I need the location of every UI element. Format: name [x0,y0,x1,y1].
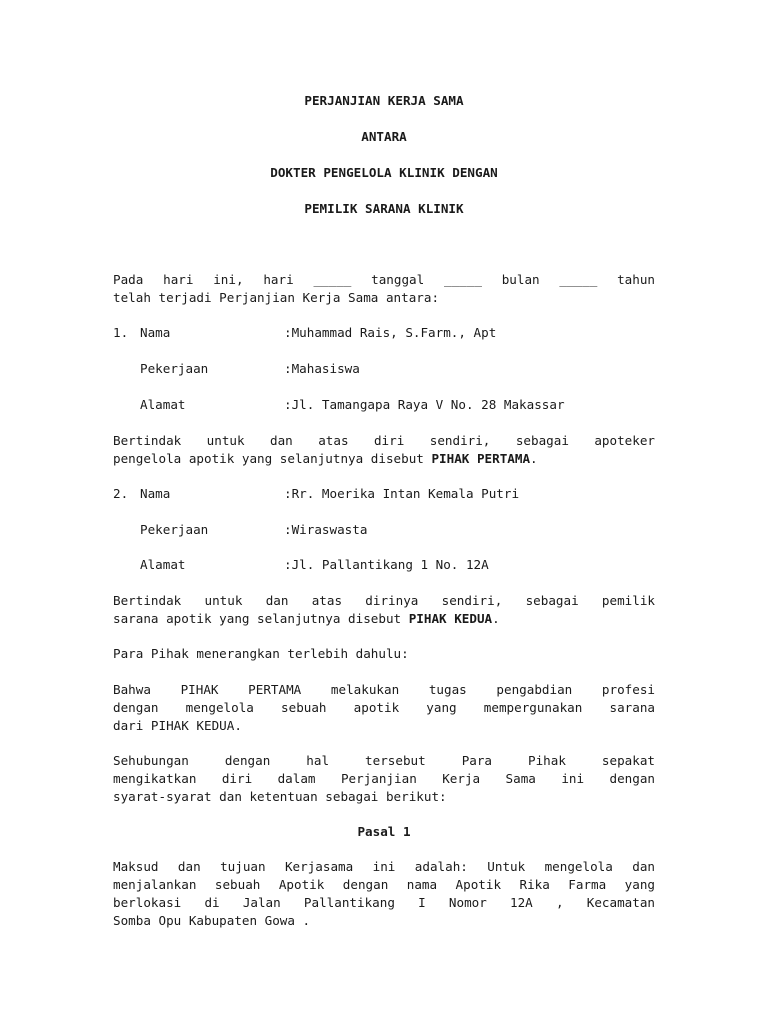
party1-pekerjaan-label: Pekerjaan [140,361,209,376]
intro-line-1: Pada hari ini, hari _____ tanggal _____ bulan _____ tahun [113,272,655,287]
pasal-1-heading: Pasal 1 [357,824,411,839]
sehubungan-line-1: Sehubungan dengan hal tersebut Para Pihak sepakat [113,753,655,768]
party1-desc-line-1: Bertindak untuk dan atas diri sendiri, sebagai apoteker [113,433,655,448]
bahwa-line-2: dengan mengelola sebuah apotik yang mempergunakan sarana [113,700,655,715]
party2-pekerjaan-label: Pekerjaan [140,522,209,537]
party2-alamat-row [113,556,655,574]
party1-nama-value: :Muhammad Rais, S.Farm., Apt [284,325,497,340]
title-line-4: PEMILIK SARANA KLINIK [304,201,464,216]
party1-pekerjaan-value: :Mahasiswa [284,361,360,376]
bahwa-line-3: dari PIHAK KEDUA. [113,718,242,733]
pasal1-line-4: Somba Opu Kabupaten Gowa . [113,913,311,928]
bahwa-line-1: Bahwa PIHAK PERTAMA melakukan tugas pengabdian profesi [113,682,655,697]
party2-desc-line-2: sarana apotik yang selanjutnya disebut PIHAK KEDUA. [113,611,500,626]
pasal1-line-2: menjalankan sebuah Apotik dengan nama Apotik Rika Farma yang [113,877,655,892]
party2-pekerjaan-value: :Wiraswasta [284,522,368,537]
party2-alamat-label: Alamat [140,557,186,572]
party2-pekerjaan-row [113,521,655,539]
party1-alamat-row [113,396,655,414]
party2-nama-row [113,485,655,503]
party2-nama-value: :Rr. Moerika Intan Kemala Putri [284,486,520,501]
party1-pekerjaan-row [113,360,655,378]
party1-alamat-value: :Jl. Tamangapa Raya V No. 28 Makassar [284,397,565,412]
sehubungan-line-2: mengikatkan diri dalam Perjanjian Kerja Sama ini dengan [113,771,655,786]
party1-number: 1. [113,325,129,340]
pihak-kedua-label: PIHAK KEDUA [408,611,493,626]
title-line-1: PERJANJIAN KERJA SAMA [304,93,464,108]
party2-nama-label: Nama [140,486,171,501]
title-line-2: ANTARA [361,129,407,144]
title-line-3: DOKTER PENGELOLA KLINIK DENGAN [270,165,498,180]
party2-alamat-value: :Jl. Pallantikang 1 No. 12A [284,557,489,572]
party1-nama-label: Nama [140,325,171,340]
pasal1-line-3: berlokasi di Jalan Pallantikang I Nomor 12A , Kecamatan [113,895,655,910]
party1-alamat-label: Alamat [140,397,186,412]
para-pihak-line: Para Pihak menerangkan terlebih dahulu: [113,646,409,661]
party2-desc-line-1: Bertindak untuk dan atas dirinya sendiri, sebagai pemilik [113,593,655,608]
pihak-pertama-label: PIHAK PERTAMA [431,451,531,466]
sehubungan-line-3: syarat-syarat dan ketentuan sebagai berikut: [113,789,447,804]
pasal1-line-1: Maksud dan tujuan Kerjasama ini adalah: Untuk mengelola dan [113,859,655,874]
intro-line-2: telah terjadi Perjanjian Kerja Sama antara: [113,290,440,305]
party2-number: 2. [113,486,129,501]
party1-nama-row [113,324,655,342]
party1-desc-line-2: pengelola apotik yang selanjutnya disebut PIHAK PERTAMA. [113,451,538,466]
